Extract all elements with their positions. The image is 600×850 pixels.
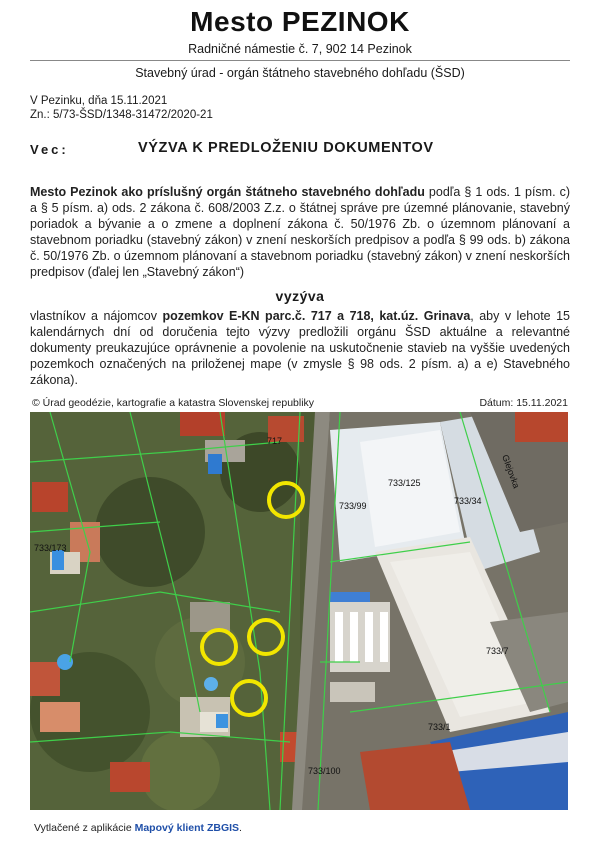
parcel-label: 733/7 [486, 646, 509, 656]
parcel-label: 733/34 [454, 496, 482, 506]
footer-suffix: . [239, 822, 242, 834]
parcel-label: 733/99 [339, 501, 367, 511]
parcel-label: 733/1 [428, 722, 451, 732]
call-heading: vyzýva [275, 288, 325, 304]
printed-prefix: Vytlačené z aplikácie [34, 822, 135, 834]
document-meta [30, 94, 213, 122]
request-text: , aby v lehote 15 kalendárnych dní od doručenia tejto výzvy predložili orgánu ŠSD aktuálne a relevantné dokumenty preukazujúce oprávnenie a povolenie na uskutočnenie stavieb na vyššie uvedených pozemkoch označených na priloženej mape (v zmysle § 98 ods. 2 písm. a) a e) Stavebného zákona). [30, 309, 570, 387]
street-label: Glejovka [500, 453, 522, 490]
map-canvas [30, 412, 568, 810]
subject-label: Vec: [30, 142, 69, 157]
date-line: V Pezinku, dňa 15.11.2021 [30, 95, 168, 107]
request-start: vlastníkov a nájomcov [30, 309, 163, 323]
authority-bold: Mesto Pezinok ako príslušný orgán štátneho stavebného dohľadu [30, 185, 425, 199]
map-header [32, 397, 568, 409]
reference-number: Zn.: 5/73-ŠSD/1348-31472/2020-21 [30, 109, 213, 121]
parcel-label: 717 [267, 436, 283, 446]
app-name: Mapový klient ZBGIS [134, 822, 240, 834]
map-copyright: © Úrad geodézie, kartografie a katastra Slovenskej republiky [32, 397, 315, 409]
authority-line: Stavebný úrad - orgán štátneho stavebného dohľadu (ŠSD) [135, 66, 465, 80]
header-divider [30, 60, 570, 61]
subject-title: VÝZVA K PREDLOŽENIU DOKUMENTOV [138, 140, 434, 156]
parcel-reference: pozemkov E-KN parc.č. 717 a 718, kat.úz. Grinava [162, 309, 471, 323]
print-footer [34, 822, 242, 834]
request-paragraph [30, 308, 570, 388]
legal-basis-paragraph [30, 184, 570, 280]
parcel-label: 733/173 [34, 543, 67, 553]
cadastral-map [30, 412, 568, 810]
parcel-label: 733/125 [388, 478, 421, 488]
legal-basis-text: podľa § 1 ods. 1 písm. c) a § 5 písm. a) ods. 2 zákona č. 608/2003 Z.z. o štátnej správe pre územné plánovanie, stavebný poriadok a bývanie a o zmene a doplnení zákona č. 50/1976 Zb. o územnom plánovaní a stavebnom poriadku (stavebný zákon) v znení neskorších predpisov a podľa § 99 ods. b) zákona č. 50/1976 Zb. o územnom plánovaní a stavebnom poriadku (stavebný zákon) v znení neskorších predpisov (ďalej len „Stavebný zákon“) [30, 185, 570, 279]
parcel-label: 733/100 [308, 766, 341, 776]
document-title: Mesto PEZINOK [190, 6, 410, 37]
map-date: Dátum: 15.11.2021 [479, 397, 568, 409]
office-address: Radničné námestie č. 7, 902 14 Pezinok [188, 42, 412, 56]
